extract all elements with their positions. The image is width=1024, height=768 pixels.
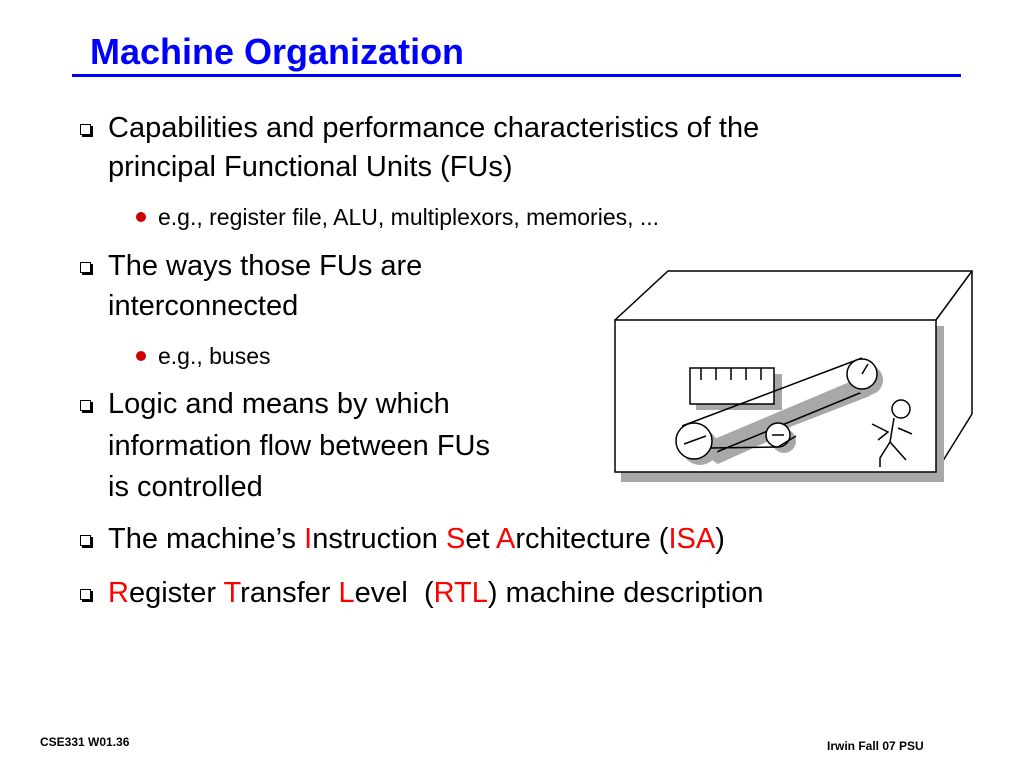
text-segment: egister xyxy=(128,577,224,609)
text-segment: nstruction xyxy=(312,523,446,555)
bullet-logic-line2: information flow between FUs xyxy=(108,430,490,462)
footer-author-term: Irwin Fall 07 PSU xyxy=(827,739,924,753)
round-bullet-icon xyxy=(136,212,146,222)
highlight-letter: L xyxy=(338,577,355,609)
title-underline xyxy=(72,74,961,77)
highlight-letter: T xyxy=(223,577,241,609)
square-bullet-icon xyxy=(80,400,91,411)
text-segment: The machine’s xyxy=(108,523,305,555)
highlight-letter: I xyxy=(304,523,313,555)
text-segment: ) xyxy=(715,523,725,555)
bullet-isa xyxy=(108,520,725,558)
highlight-letter: S xyxy=(445,523,466,555)
square-bullet-icon xyxy=(80,262,91,273)
bullet-capabilities-line1: Capabilities and performance characteristics of the xyxy=(108,112,760,144)
sub-bullet-buses: e.g., buses xyxy=(158,343,271,369)
highlight-letter: R xyxy=(108,577,129,609)
footer-course-slide-number: CSE331 W01.36 xyxy=(40,735,130,749)
text-segment: ransfer xyxy=(240,577,339,609)
bullet-rtl xyxy=(108,574,764,612)
bullet-interconnect-line2: interconnected xyxy=(108,290,299,322)
sub-bullet-examples: e.g., register file, ALU, multiplexors, memories, ... xyxy=(158,204,660,230)
bullet-logic-line3: is controlled xyxy=(108,471,263,503)
highlight-acronym: ISA xyxy=(668,523,716,555)
round-bullet-icon xyxy=(136,351,146,361)
bullet-interconnect-line1: The ways those FUs are xyxy=(108,250,423,282)
machine-box-illustration xyxy=(600,262,980,484)
highlight-letter: A xyxy=(495,523,516,555)
text-segment: evel ( xyxy=(354,577,434,609)
slide-title: Machine Organization xyxy=(90,31,465,72)
text-segment: et xyxy=(465,523,496,555)
text-segment: ) machine description xyxy=(487,577,764,609)
bullet-logic-line1: Logic and means by which xyxy=(108,388,450,420)
square-bullet-icon xyxy=(80,589,91,600)
highlight-acronym: RTL xyxy=(433,577,488,609)
square-bullet-icon xyxy=(80,535,91,546)
bullet-capabilities-line2: principal Functional Units (FUs) xyxy=(108,151,513,183)
text-segment: rchitecture ( xyxy=(515,523,669,555)
square-bullet-icon xyxy=(80,124,91,135)
